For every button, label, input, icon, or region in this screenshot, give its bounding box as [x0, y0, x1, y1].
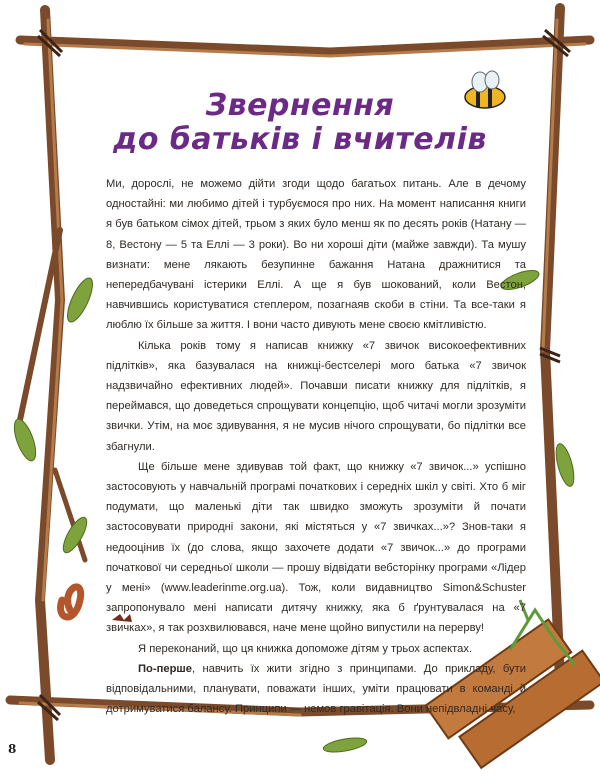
first-point-label: По-перше: [138, 662, 192, 675]
paragraph-1: Ми, дорослі, не можемо дійти згоди щодо багатьох питань. Але в дечому одностайні: ми любимо дітей і турбуємося про них. На момент написання книги я був батьком сімох дітей, трьом з яких було менш як по десять років (Натану — 8, Вестону — 5 та Еллі — 3 роки). Во ни хороші діти (майже завжди). Та мушу визнати: мене лякають безупинне бажання Натана дражнитися та непередбачувані істерики Еллі. А ще я був шокований, коли Вестон, навчившись користуватися степлером, позагнаяв скоби в стіни. Та все-таки я люблю їх більше за життя. І вони часто дивують мене своєю кмітливістю.: [106, 178, 526, 332]
first-point-text: , навчить їх жити згідно з принципами. До прикладу, бути відповідальними, планувати, поважати інших, уміти працювати в команді й дотримуватися балансу. Принципи — немов гравітація. Вони непідвладні часу,: [106, 662, 526, 716]
page-number: 8: [8, 742, 17, 756]
paragraph-2: Кілька років тому я написав книжку «7 звичок високоефективних підлітків», яка базувалася на книжці-бестселері мого батька «7 звичок надзвичайно ефективних людей». Почавши писати книжку для підлітків, я переймався, що доведеться спрощувати концепцію, щоб читачі могли зрозуміти звички. Утім, на моє здивування, я не мусив нічого спрощувати, бо підлітки все збагнули.: [106, 339, 526, 453]
paragraph-4: Я переконаний, що ця книжка допоможе дітям у трьох аспектах.: [138, 642, 473, 655]
paragraph-5: [106, 659, 526, 720]
page-title-line-2: до батьків і вчителів: [113, 122, 487, 157]
body-text: [106, 174, 526, 719]
page-title-line-1: Звернення: [205, 88, 395, 123]
paragraph-3: Ще більше мене здивував той факт, що книжку «7 звичок...» успішно застосовують у навчальній програмі початкових і середніх шкіл у світі. Хто б міг подумати, що маленькі діти так швидко зможуть зрозуміти й почати застосовувати природні закони, які містяться у «7 звичках...»? Знов-таки я недооцінив їх (до слова, якщо захочете додати «7 звичок...» до програми початкової чи середньої школи — прошу відвідати вебсторінку програми «Лідер у мені» (www.leaderinme.org.ua). Тож, коли видавництво Simon&Schuster запропонувало мені написати дитячу книжку, яка б ґрунтувалася на «7 звичках», я так розхвилювався, наче мене щойно випустили на перерву!: [106, 460, 526, 635]
